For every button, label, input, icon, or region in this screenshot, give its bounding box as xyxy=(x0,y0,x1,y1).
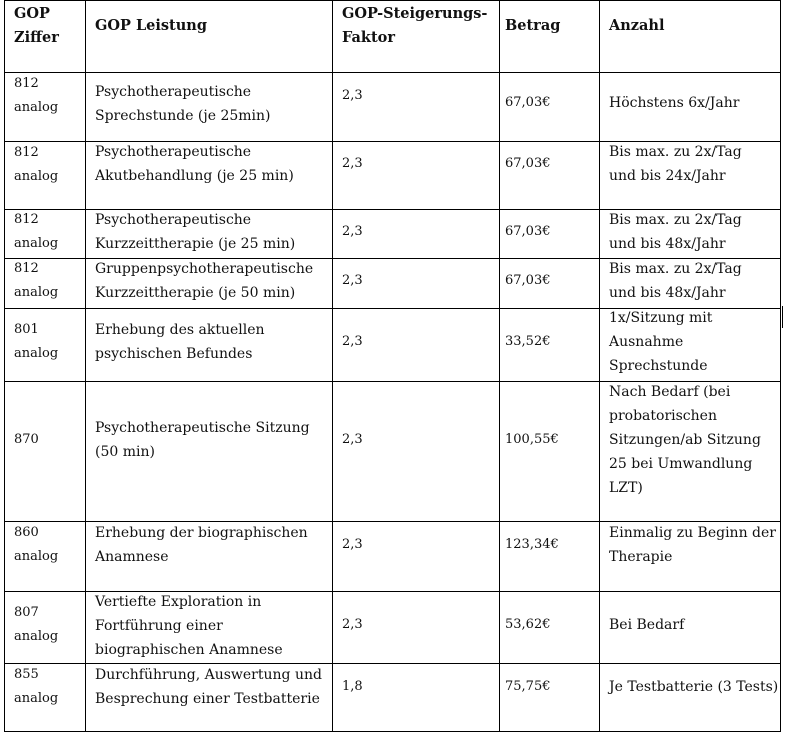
header-faktor: GOP-Steigerungs- Faktor xyxy=(342,5,488,46)
row-faktor: 2,3 xyxy=(342,88,363,103)
row-leistung: Psychotherapeutische Akutbehandlung (je 25 min) xyxy=(95,144,294,184)
row-anzahl: Bis max. zu 2x/Tag und bis 48x/Jahr xyxy=(609,261,742,301)
row-faktor: 2,3 xyxy=(342,537,363,552)
row-leistung: Durchführung, Auswertung und Besprechung einer Testbatterie xyxy=(95,667,322,707)
margin-mark xyxy=(782,306,783,328)
column-divider xyxy=(499,1,500,731)
row-faktor: 1,8 xyxy=(342,679,363,694)
row-betrag: 53,62€ xyxy=(505,617,551,632)
row-betrag: 123,34€ xyxy=(505,537,559,552)
header-betrag: Betrag xyxy=(505,17,561,34)
row-betrag: 33,52€ xyxy=(505,334,551,349)
column-divider xyxy=(332,1,333,731)
row-leistung: Erhebung des aktuellen psychischen Befundes xyxy=(95,322,265,362)
row-betrag: 67,03€ xyxy=(505,95,551,110)
header-anzahl: Anzahl xyxy=(609,17,665,34)
row-betrag: 67,03€ xyxy=(505,273,551,288)
row-ziffer: 807 analog xyxy=(14,605,59,644)
row-anzahl: 1x/Sitzung mit Ausnahme Sprechstunde xyxy=(609,310,713,374)
row-anzahl: Nach Bedarf (bei probatorischen Sitzungen/ab Sitzung 25 bei Umwandlung LZT) xyxy=(609,384,761,496)
row-divider xyxy=(5,72,780,73)
row-betrag: 75,75€ xyxy=(505,679,551,694)
row-faktor: 2,3 xyxy=(342,432,363,447)
row-anzahl: Je Testbatterie (3 Tests) xyxy=(609,679,779,695)
row-faktor: 2,3 xyxy=(342,617,363,632)
row-ziffer: 860 analog xyxy=(14,525,59,564)
row-faktor: 2,3 xyxy=(342,156,363,171)
row-faktor: 2,3 xyxy=(342,334,363,349)
row-faktor: 2,3 xyxy=(342,224,363,239)
header-leistung: GOP Leistung xyxy=(95,17,207,34)
row-ziffer: 812 analog xyxy=(14,261,59,300)
row-anzahl: Einmalig zu Beginn der Therapie xyxy=(609,525,776,565)
row-leistung: Vertiefte Exploration in Fortführung einer biographischen Anamnese xyxy=(95,594,283,658)
row-betrag: 100,55€ xyxy=(505,432,559,447)
row-ziffer: 812 analog xyxy=(14,212,59,251)
row-leistung: Erhebung der biographischen Anamnese xyxy=(95,525,308,565)
row-ziffer: 870 xyxy=(14,432,39,447)
row-ziffer: 812 analog xyxy=(14,76,59,115)
row-leistung: Gruppenpsychotherapeutische Kurzzeittherapie (je 50 min) xyxy=(95,261,314,301)
row-anzahl: Höchstens 6x/Jahr xyxy=(609,95,740,111)
row-leistung: Psychotherapeutische Kurzzeittherapie (je 25 min) xyxy=(95,212,296,252)
row-leistung: Psychotherapeutische Sitzung (50 min) xyxy=(95,420,310,460)
column-divider xyxy=(599,1,600,731)
row-leistung: Psychotherapeutische Sprechstunde (je 25min) xyxy=(95,84,271,124)
row-ziffer: 801 analog xyxy=(14,322,59,361)
row-anzahl: Bei Bedarf xyxy=(609,617,685,633)
header-ziffer: GOP Ziffer xyxy=(14,5,59,46)
row-ziffer: 855 analog xyxy=(14,667,59,706)
row-betrag: 67,03€ xyxy=(505,156,551,171)
row-anzahl: Bis max. zu 2x/Tag und bis 24x/Jahr xyxy=(609,144,742,184)
row-anzahl: Bis max. zu 2x/Tag und bis 48x/Jahr xyxy=(609,212,742,252)
row-betrag: 67,03€ xyxy=(505,224,551,239)
row-ziffer: 812 analog xyxy=(14,145,59,184)
row-faktor: 2,3 xyxy=(342,273,363,288)
column-divider xyxy=(85,1,86,731)
